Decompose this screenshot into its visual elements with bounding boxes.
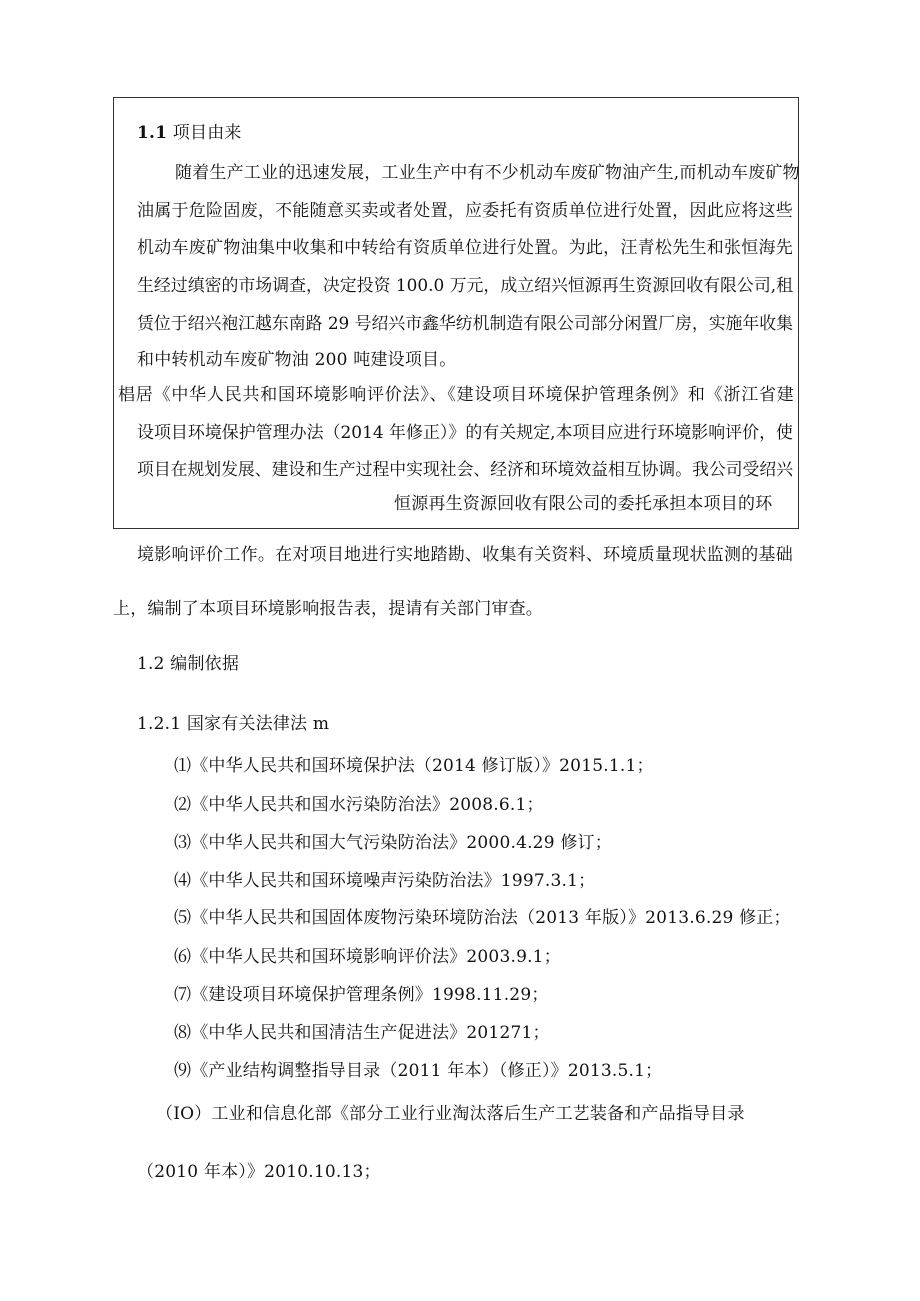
section-1-2-1-heading: 1.2.1 国家有关法律法 m: [137, 714, 330, 734]
para2-line-2: 设项目环境保护管理办法（2014 年修正）》的有关规定,本项目应进行环境影响评价，使: [137, 422, 793, 442]
para1-line-6: 和中转机动车废矿物油 200 吨建设项目。: [137, 350, 457, 370]
section-1-2-heading: 1.2 编制依据: [137, 654, 240, 674]
law-item-10-line-1: （IO）工业和信息化部《部分工业行业淘汰落后生产工艺装备和产品指导目录: [156, 1104, 745, 1124]
law-item-5: ⑸《中华人民共和国固体废物污染环境防治法（2013 年版）》2013.6.29 修正；: [174, 908, 791, 928]
para2-cont-line-1: 境影响评价工作。在对项目地进行实地踏勘、收集有关资料、环境质量现状监测的基础: [137, 545, 793, 565]
para2-line-3: 项目在规划发展、建设和生产过程中实现社会、经济和环境效益相互协调。我公司受绍兴: [137, 459, 793, 479]
law-item-4: ⑷《中华人民共和国环境噪声污染防治法》1997.3.1；: [174, 871, 596, 891]
para2-cont-line-2: 上，编制了本项目环境影响报告表，提请有关部门审查。: [113, 599, 543, 619]
law-item-2: ⑵《中华人民共和国水污染防治法》2008.6.1；: [174, 795, 544, 815]
law-item-1: ⑴《中华人民共和国环境保护法（2014 修订版）》2015.1.1；: [174, 756, 654, 776]
heading-text: 项目由来: [172, 123, 242, 143]
law-item-3: ⑶《中华人民共和国大气污染防治法》2000.4.29 修订；: [174, 833, 612, 853]
para2-line-4: 恒源再生资源回收有限公司的委托承担本项目的环: [394, 494, 773, 514]
law-item-10-line-2: （2010 年本）》2010.10.13；: [137, 1162, 381, 1182]
law-item-6: ⑹《中华人民共和国环境影响评价法》2003.9.1；: [174, 947, 561, 967]
para1-line-2: 油属于危险固废，不能随意买卖或者处置，应委托有资质单位进行处置，因此应将这些: [137, 201, 793, 221]
para1-line-3: 机动车废矿物油集中收集和中转给有资质单位进行处置。为此，汪青松先生和张恒海先: [137, 238, 793, 258]
para1-line-4: 生经过缜密的市场调查，决定投资 100.0 万元，成立绍兴恒源再生资源回收有限公司,租: [137, 275, 793, 295]
section-1-1-heading: [137, 122, 242, 144]
law-item-8: ⑻《中华人民共和国清洁生产促进法》201271；: [174, 1023, 550, 1043]
para1-line-5: 赁位于绍兴袍江越东南路 29 号绍兴市鑫华纺机制造有限公司部分闲置厂房，实施年收集: [137, 313, 793, 333]
para2-line-1: 椙居《中华人民共和国环境影响评价法》、《建设项目环境保护管理条例》和《浙江省建: [118, 385, 794, 405]
law-item-9: ⑼《产业结构调整指导目录（2011 年本）（修正）》2013.5.1；: [174, 1061, 663, 1081]
law-item-7: ⑺《建设项目环境保护管理条例》1998.11.29；: [174, 985, 549, 1005]
para1-line-1: 随着生产工业的迅速发展，工业生产中有不少机动车废矿物油产生,而机动车废矿物: [175, 163, 800, 183]
heading-number: 1.1: [137, 123, 168, 143]
